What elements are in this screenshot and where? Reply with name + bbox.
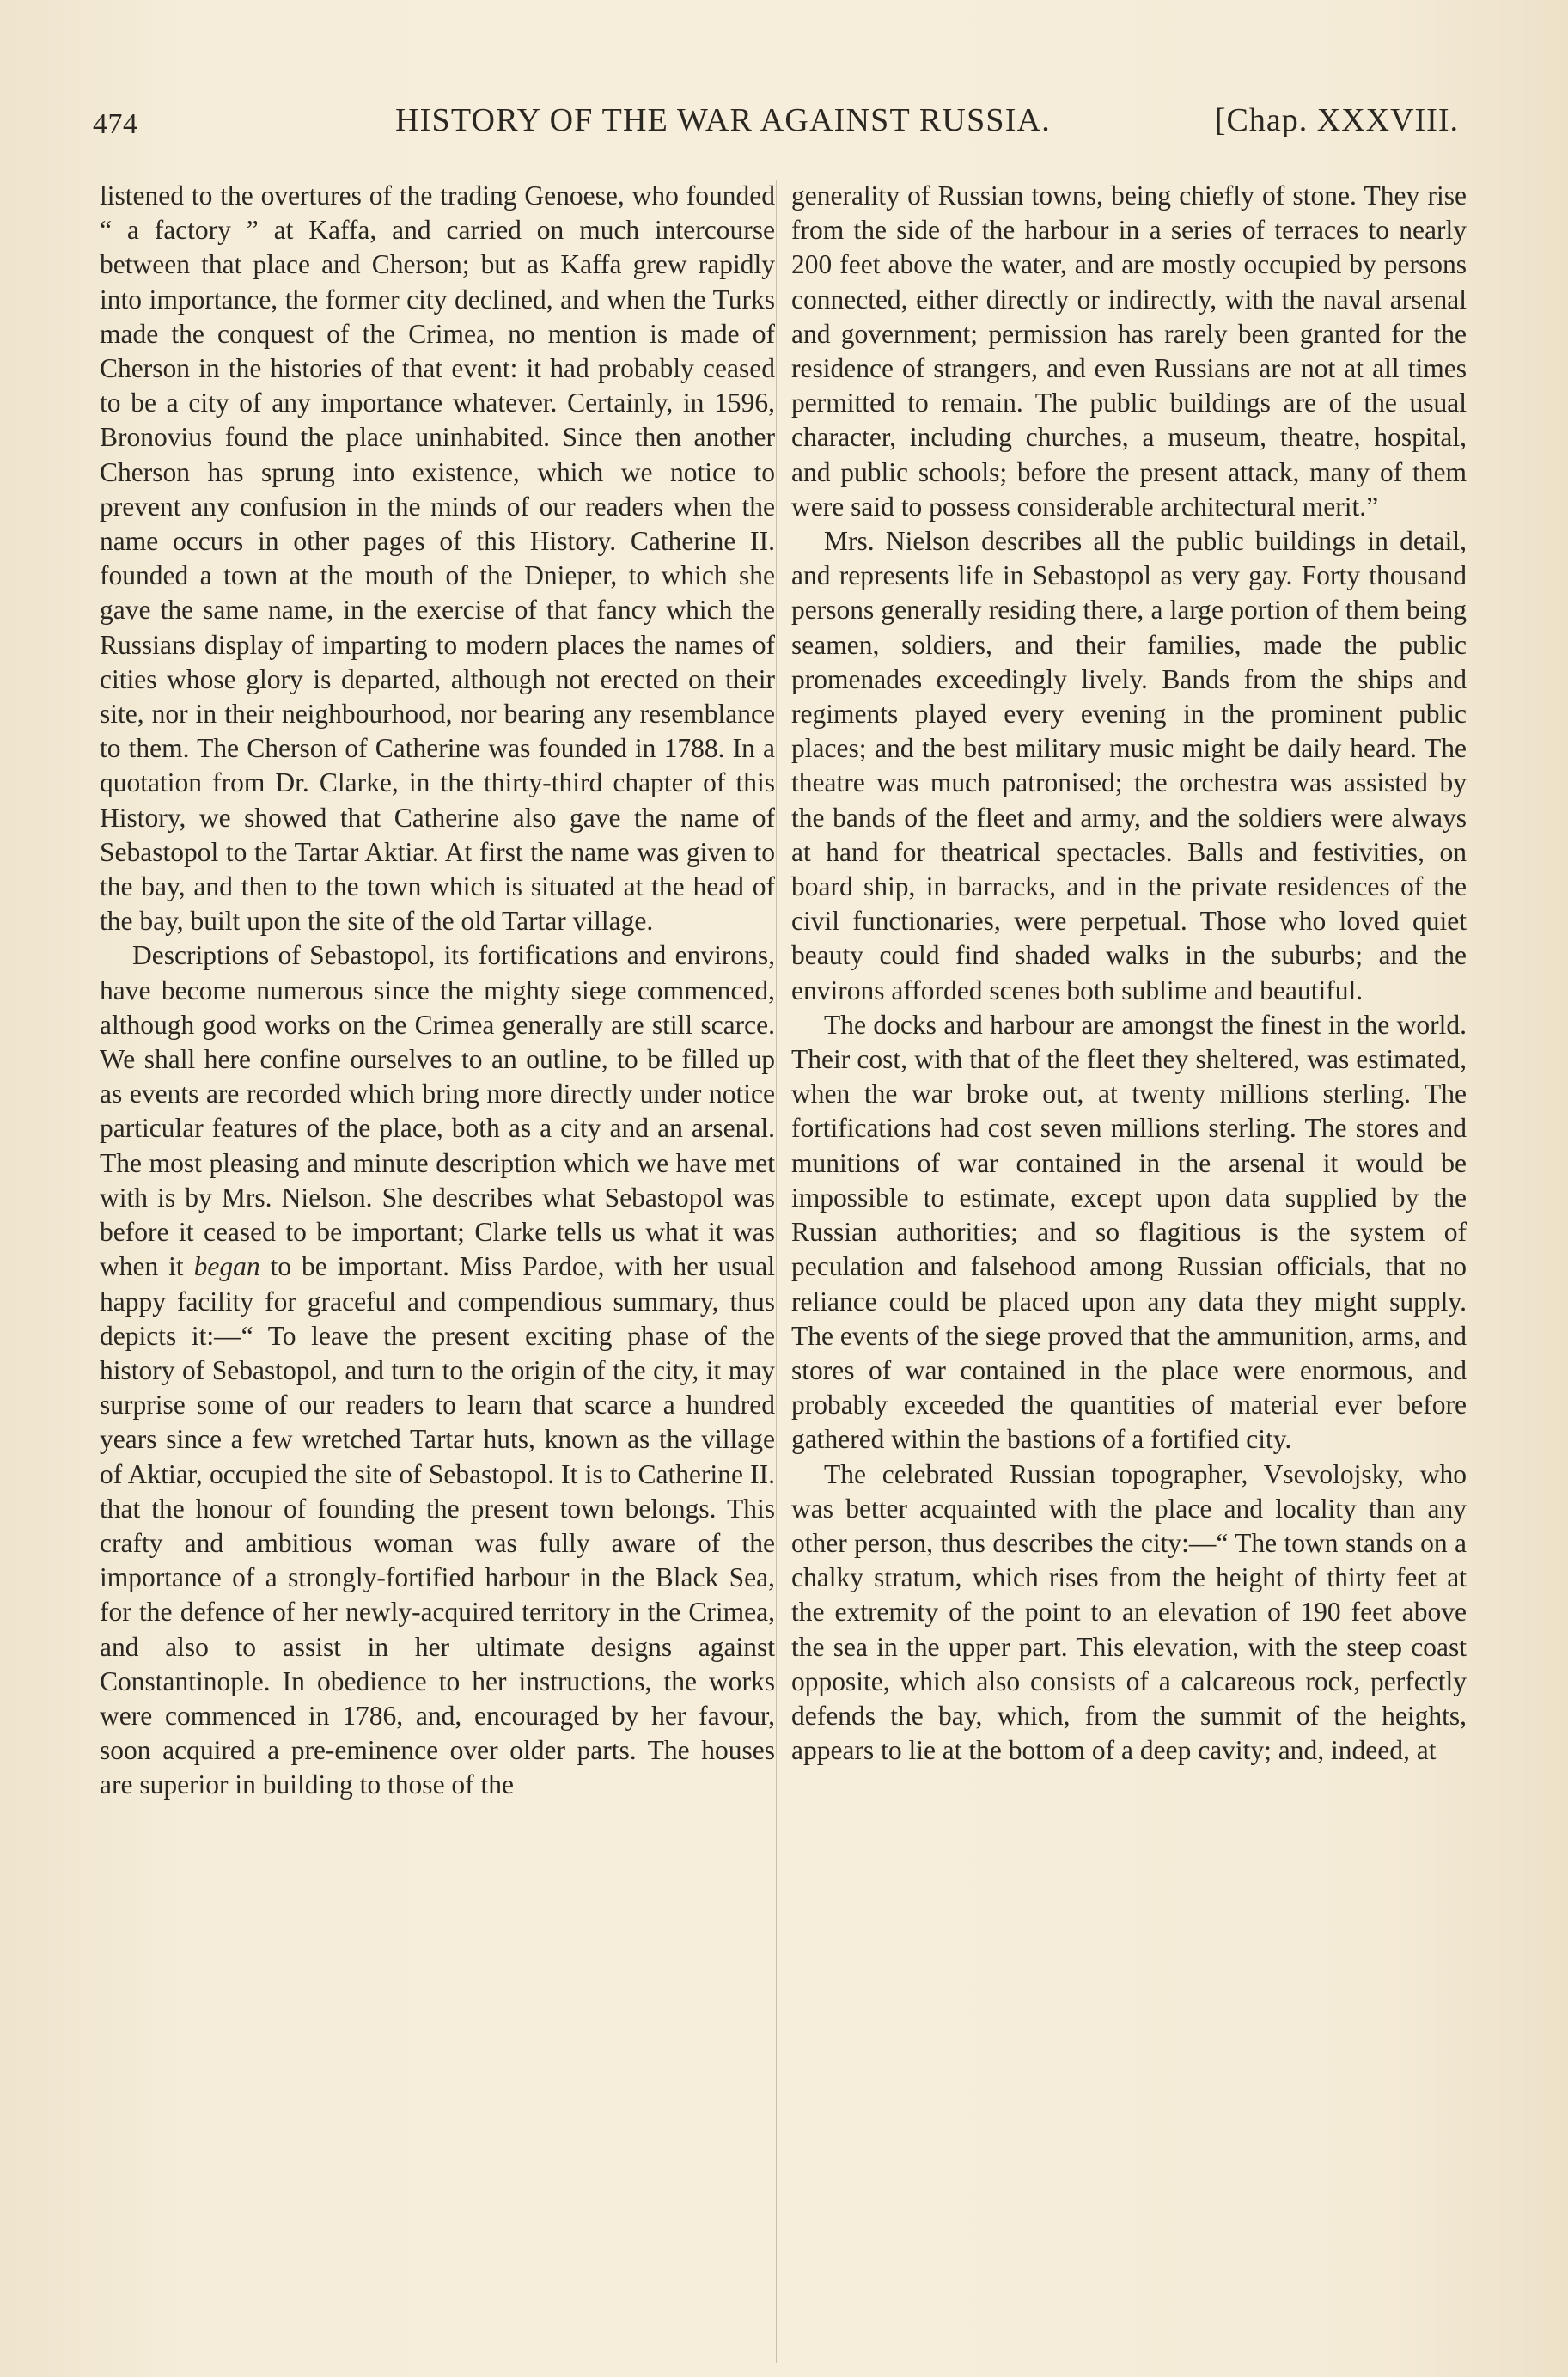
paragraph-text: to be important. Miss Pardoe, with her usual happy facility for graceful and compendious summary, thus depicts it:—“ To leave the present exciting phase of the history of Sebastopol, and turn to the origin of the city, it may surprise some of our readers to learn that scarce a hundred years since a few wretched Tartar huts, known as the village of Aktiar, occupied the site of Sebastopol. It is to Catherine II. that the honour of founding the present town belongs. This crafty and ambitious woman was fully aware of the importance of a strongly-fortified harbour in the Black Sea, for the defence of her newly-acquired territory in the Crimea, and also to assist in her ultimate designs against Constantinople. In obedience to her instructions, the works were commenced in 1786, and, encouraged by her favour, soon acquired a pre-eminence over older parts. The houses are superior in building to those of the xyxy=(100,1251,775,1800)
emphasis-text: began xyxy=(193,1251,260,1282)
paragraph xyxy=(100,938,775,1802)
paragraph: Mrs. Nielson describes all the public buildings in detail, and represents life in Sebastopol as very gay. Forty thousand persons generally residing there, a large portion of them being seamen, soldiers, and their families, made the public promenades exceedingly lively. Bands from the ships and regiments played every evening in the prominent public places; and the best military music might be daily heard. The theatre was much patronised; the orchestra was assisted by the bands of the fleet and army, and the soldiers were always at hand for theatrical spectacles. Balls and festivities, on board ship, in barracks, and in the private residences of the civil functionaries, were perpetual. Those who loved quiet beauty could find shaded walks in the suburbs; and the environs afforded scenes both sublime and beautiful. xyxy=(791,526,1467,1005)
page-number: 474 xyxy=(93,108,138,140)
right-column xyxy=(791,179,1467,1768)
paragraph-text: Descriptions of Sebastopol, its fortifications and environs, have become numerous since the mighty siege commenced, although good works on the Crimea generally are still scarce. We shall here confine ourselves to an outline, to be filled up as events are recorded which bring more directly under notice particular features of the place, both as a city and an arsenal. The most pleasing and minute description which we have met with is by Mrs. Nielson. She describes what Sebastopol was before it ceased to be important; Clarke tells us what it was when it xyxy=(100,940,775,1282)
running-title: HISTORY OF THE WAR AGAINST RUSSIA. xyxy=(395,102,1051,138)
running-header xyxy=(93,101,1459,153)
paragraph: generality of Russian towns, being chiefly of stone. They rise from the side of the harbour in a series of terraces to nearly 200 feet above the water, and are mostly occupied by persons connected, either directly or indirectly, with the naval arsenal and government; permission has rarely been granted for the residence of strangers, and even Russians are not at all times permitted to remain. The public buildings are of the usual character, including churches, a museum, theatre, hospital, and public schools; before the present attack, many of them were said to possess considerable architectural merit.” xyxy=(791,180,1467,522)
left-column xyxy=(100,179,775,1803)
paragraph: The docks and harbour are amongst the finest in the world. Their cost, with that of the fleet they sheltered, was estimated, when the war broke out, at twenty millions sterling. The fortifications had cost seven millions sterling. The stores and munitions of war contained in the arsenal it would be impossible to estimate, except upon data supplied by the Russian authorities; and so flagitious is the system of peculation and falsehood among Russian officials, that no reliance could be placed upon any data they might supply. The events of the siege proved that the ammunition, arms, and stores of war contained in the place were enormous, and probably exceeded the quantities of material ever before gathered within the bastions of a fortified city. xyxy=(791,1009,1467,1455)
paragraph: The celebrated Russian topographer, Vsevolojsky, who was better acquainted with the place and locality than any other person, thus describes the city:—“ The town stands on a chalky stratum, which rises from the height of thirty feet at the extremity of the point to an elevation of 190 feet above the sea in the upper part. This elevation, with the steep coast opposite, which also consists of a calcareous rock, perfectly defends the bay, which, from the summit of the heights, appears to lie at the bottom of a deep cavity; and, indeed, at xyxy=(791,1458,1467,1766)
column-divider xyxy=(776,180,777,2363)
paragraph: listened to the overtures of the trading Genoese, who founded “ a factory ” at Kaffa, and carried on much intercourse between that place and Cherson; but as Kaffa grew rapidly into importance, the former city declined, and when the Turks made the conquest of the Crimea, no mention is made of Cherson in the histories of that event: it had probably ceased to be a city of any importance whatever. Certainly, in 1596, Bronovius found the place uninhabited. Since then another Cherson has sprung into existence, which we notice to prevent any confusion in the minds of our readers when the name occurs in other pages of this History. Catherine II. founded a town at the mouth of the Dnieper, to which she gave the same name, in the exercise of that fancy which the Russians display of imparting to modern places the names of cities whose glory is departed, although not erected on their site, nor in their neighbourhood, nor bearing any resemblance to them. The Cherson of Catherine was founded in 1788. In a quotation from Dr. Clarke, in the thirty-third chapter of this History, we showed that Catherine also gave the name of Sebastopol to the Tartar Aktiar. At first the name was given to the bay, and then to the town which is situated at the head of the bay, built upon the site of the old Tartar village. xyxy=(100,180,775,937)
chapter-label: [Chap. XXXVIII. xyxy=(1214,102,1459,138)
